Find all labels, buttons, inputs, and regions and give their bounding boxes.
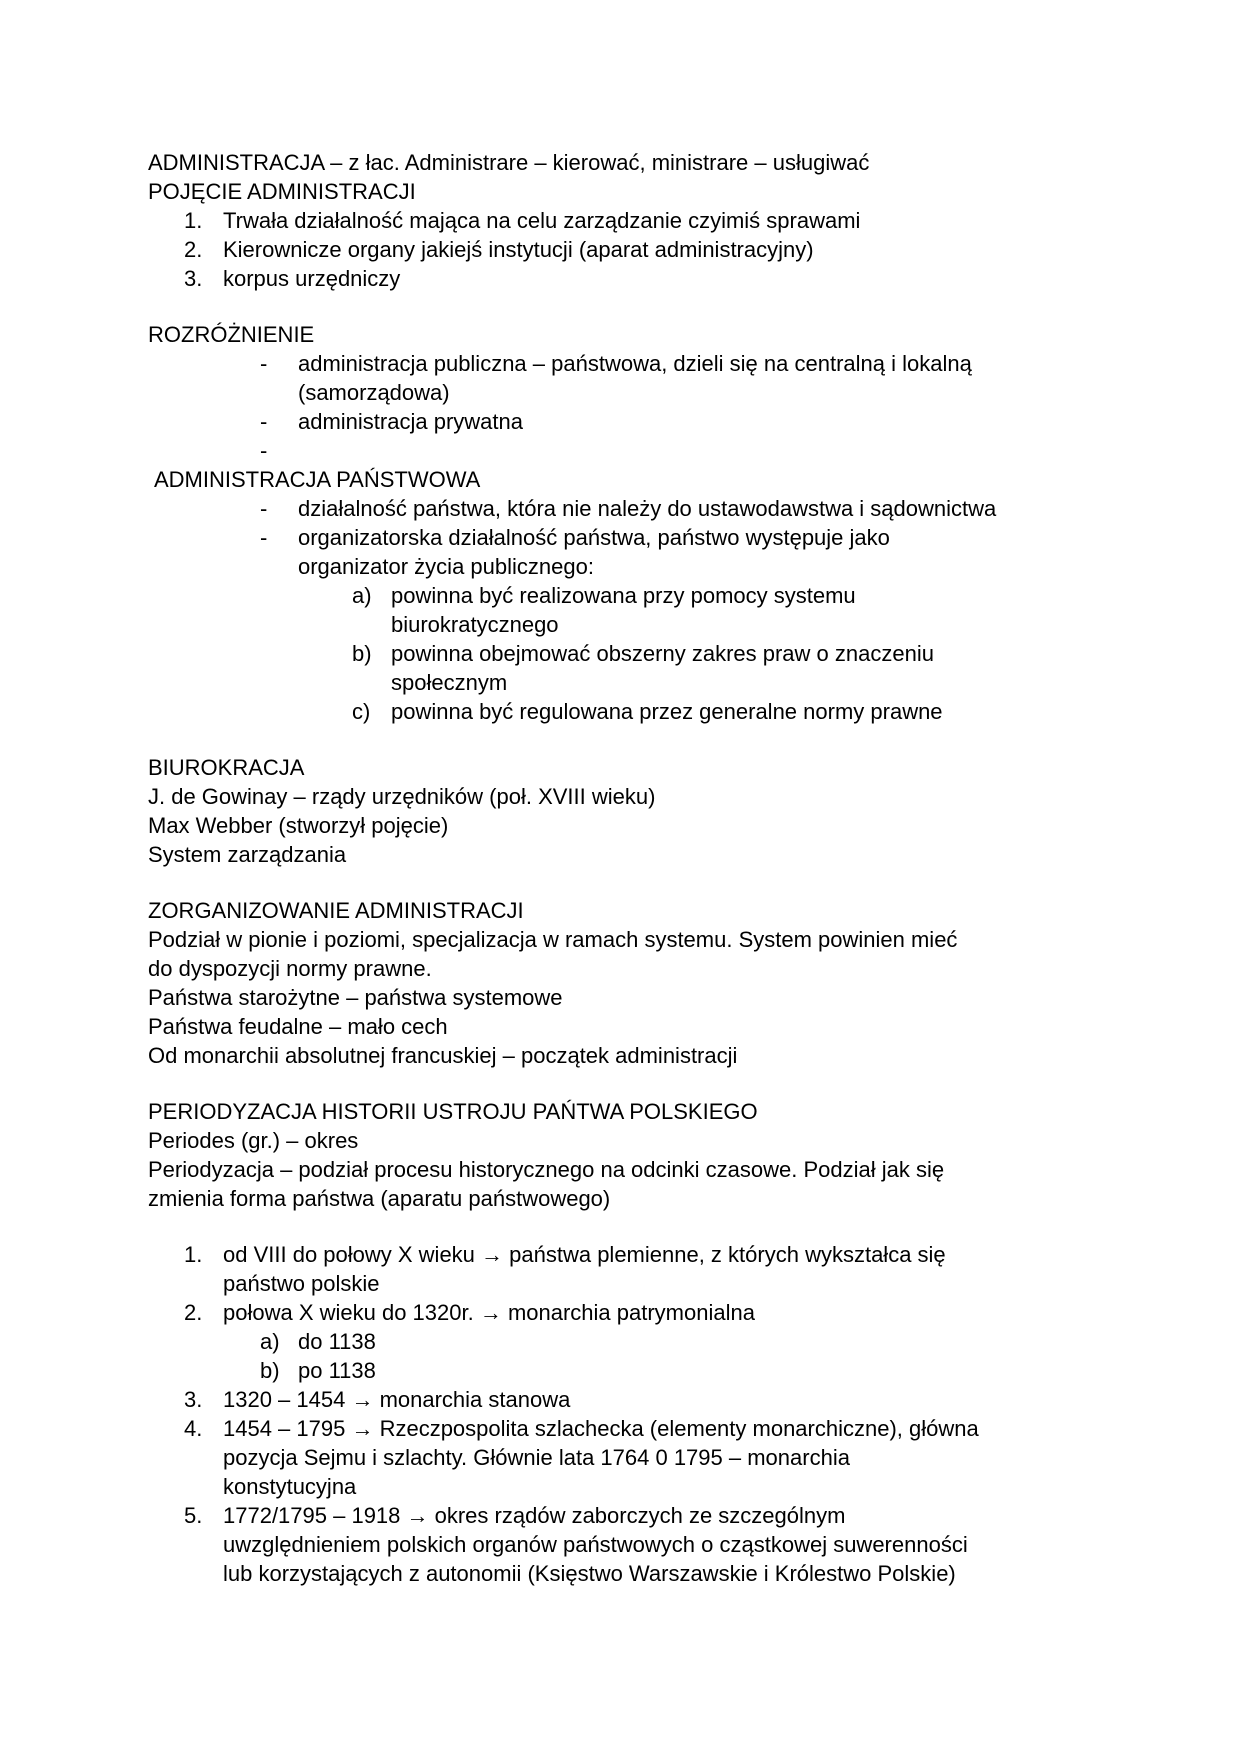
list-item: 2. połowa X wieku do 1320r. → monarchia patrymonialna <box>184 1300 755 1325</box>
list-item-continuation: lub korzystających z autonomii (Księstwo Warszawskie i Królestwo Polskie) <box>223 1561 956 1586</box>
zorganizowanie-line: Państwa starożytne – państwa systemowe <box>148 985 563 1010</box>
list-item: - administracja publiczna – państwowa, dzieli się na centralną i lokalną <box>260 351 972 376</box>
rozroznienie-list <box>148 349 1098 465</box>
list-item: a) do 1138 <box>260 1329 376 1354</box>
list-item: c) powinna być regulowana przez generalne normy prawne <box>352 699 943 724</box>
biurokracja-heading: BIUROKRACJA <box>148 755 305 780</box>
list-item: - działalność państwa, która nie należy do ustawodawstwa i sądownictwa <box>260 496 997 521</box>
zorganizowanie-line: Podział w pionie i poziomi, specjalizacja w ramach systemu. System powinien mieć <box>148 927 958 952</box>
document-body <box>148 148 1098 1588</box>
biurokracja-line: System zarządzania <box>148 842 347 867</box>
rozroznienie-heading: ROZRÓŻNIENIE <box>148 322 315 347</box>
list-item: 2. Kierownicze organy jakiejś instytucji (aparat administracyjny) <box>184 237 814 262</box>
panstwowa-sublist <box>148 581 1098 726</box>
list-item: 1. od VIII do połowy X wieku → państwa plemienne, z których wykształca się <box>184 1242 946 1267</box>
periods-list <box>148 1240 1098 1588</box>
list-item-continuation: pozycja Sejmu i szlachty. Głównie lata 1764 0 1795 – monarchia <box>223 1445 850 1470</box>
list-item: b) powinna obejmować obszerny zakres praw o znaczeniu <box>352 641 934 666</box>
list-item: - <box>260 438 268 463</box>
list-item-continuation: uwzględnieniem polskich organów państwowych o cząstkowej suwerenności <box>223 1532 968 1557</box>
pojecie-list <box>148 206 1098 293</box>
periodyzacja-heading: PERIODYZACJA HISTORII USTROJU PAŃTWA POLSKIEGO <box>148 1099 758 1124</box>
list-item: 1. Trwała działalność mająca na celu zarządzanie czyimiś sprawami <box>184 208 861 233</box>
biurokracja-line: Max Webber (stworzył pojęcie) <box>148 813 449 838</box>
list-item: 3. 1320 – 1454 → monarchia stanowa <box>184 1387 571 1412</box>
list-item: - administracja prywatna <box>260 409 523 434</box>
list-item-continuation: (samorządowa) <box>298 380 450 405</box>
list-item: 4. 1454 – 1795 → Rzeczpospolita szlachecka (elementy monarchiczne), główna <box>184 1416 979 1441</box>
list-item: 3. korpus urzędniczy <box>184 266 401 291</box>
pojecie-heading: POJĘCIE ADMINISTRACJI <box>148 179 416 204</box>
list-item-continuation: konstytucyjna <box>223 1474 357 1499</box>
list-item: a) powinna być realizowana przy pomocy systemu <box>352 583 856 608</box>
zorganizowanie-line: do dyspozycji normy prawne. <box>148 956 432 981</box>
zorganizowanie-line: Od monarchii absolutnej francuskiej – początek administracji <box>148 1043 738 1068</box>
panstwowa-heading: ADMINISTRACJA PAŃSTWOWA <box>154 467 481 492</box>
periodyzacja-line: Periodes (gr.) – okres <box>148 1128 359 1153</box>
zorganizowanie-heading: ZORGANIZOWANIE ADMINISTRACJI <box>148 898 524 923</box>
title-line: ADMINISTRACJA – z łac. Administrare – kierować, ministrare – usługiwać <box>148 150 870 175</box>
list-item: - organizatorska działalność państwa, państwo występuje jako <box>260 525 890 550</box>
periodyzacja-line: Periodyzacja – podział procesu historycznego na odcinki czasowe. Podział jak się <box>148 1157 945 1182</box>
biurokracja-line: J. de Gowinay – rządy urzędników (poł. XVIII wieku) <box>148 784 656 809</box>
periodyzacja-line: zmienia forma państwa (aparatu państwowego) <box>148 1186 611 1211</box>
list-item-continuation: biurokratycznego <box>391 612 559 637</box>
list-item: b) po 1138 <box>260 1358 376 1383</box>
panstwowa-list <box>148 494 1098 581</box>
list-item-continuation: społecznym <box>391 670 508 695</box>
list-item-continuation: państwo polskie <box>223 1271 380 1296</box>
list-item-continuation: organizator życia publicznego: <box>298 554 594 579</box>
zorganizowanie-line: Państwa feudalne – mało cech <box>148 1014 448 1039</box>
list-item: 5. 1772/1795 – 1918 → okres rządów zaborczych ze szczególnym <box>184 1503 846 1528</box>
